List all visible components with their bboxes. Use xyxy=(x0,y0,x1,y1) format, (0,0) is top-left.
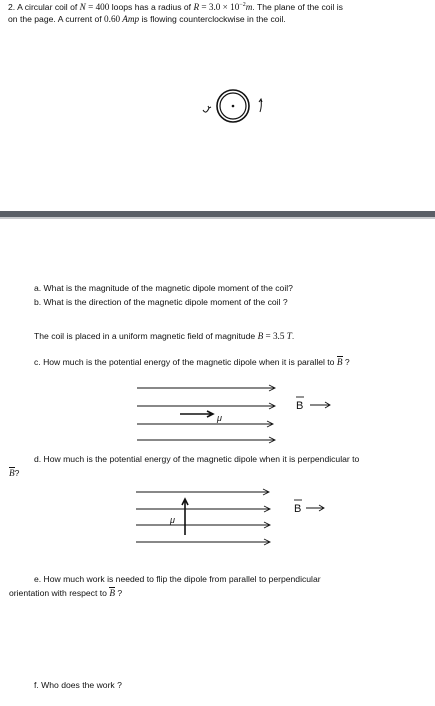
mu-label: μ xyxy=(170,515,175,525)
field-line xyxy=(136,522,270,528)
current-arrow-left-icon xyxy=(203,106,211,112)
n-value: = 400 xyxy=(85,2,110,12)
field-line xyxy=(136,506,270,512)
section-divider-shadow xyxy=(0,217,435,219)
r-exponent: −2 xyxy=(239,2,246,9)
b-arrow-icon xyxy=(306,505,324,511)
coil-center-dot xyxy=(232,105,235,108)
field-line xyxy=(136,539,270,545)
r-unit: m xyxy=(245,2,253,12)
question-d-line-2 xyxy=(9,468,19,478)
field-line xyxy=(137,421,273,427)
question-e: e. How much work is needed to flip the dipole from parallel to perpendicular xyxy=(34,574,321,584)
question-mark: ? xyxy=(117,588,123,598)
r-symbol: R xyxy=(193,2,200,12)
field-text: The coil is placed in a uniform magnetic field of magnitude xyxy=(34,331,258,341)
question-mark: ? xyxy=(344,357,350,367)
b-label: B xyxy=(294,503,302,515)
question-e-text: orientation with respect to xyxy=(9,588,110,598)
field-line xyxy=(137,437,275,443)
question-f: f. Who does the work ? xyxy=(34,680,122,690)
dipole-arrow xyxy=(182,499,188,535)
perpendicular-field-sketch xyxy=(134,487,344,549)
r-value: = 3.0 × 10 xyxy=(199,2,240,12)
question-c xyxy=(34,357,350,367)
b-vector-symbol: B xyxy=(9,468,15,478)
coil-sketch xyxy=(195,82,275,132)
parallel-field-sketch xyxy=(135,384,345,444)
b-vector-symbol: B xyxy=(336,357,343,367)
question-b: b. What is the direction of the magnetic dipole moment of the coil ? xyxy=(34,297,288,307)
question-a: a. What is the magnitude of the magnetic dipole moment of the coil? xyxy=(34,283,293,293)
problem-line-1 xyxy=(8,2,343,12)
problem-line-2 xyxy=(8,14,286,24)
amp-unit: Amp xyxy=(120,14,140,24)
n-symbol: N xyxy=(79,2,86,12)
field-line xyxy=(137,385,275,391)
b-vector-symbol: B xyxy=(109,588,115,598)
field-line xyxy=(136,489,269,495)
field-unit: T xyxy=(286,331,292,341)
problem-text: on the page. A current of xyxy=(8,14,105,24)
field-symbol: B xyxy=(257,331,264,341)
field-value: = 3.5 xyxy=(263,331,287,341)
question-mark: ? xyxy=(14,468,20,478)
b-label: B xyxy=(296,400,304,412)
problem-text: is flowing counterclockwise in the coil. xyxy=(139,14,286,24)
problem-text: loops has a radius of xyxy=(109,2,194,12)
field-line xyxy=(137,403,275,409)
problem-number: 2. xyxy=(8,2,16,12)
field-statement xyxy=(34,331,294,341)
b-arrow-icon xyxy=(310,402,330,408)
current-value: 0.60 xyxy=(104,14,121,24)
dipole-arrow xyxy=(180,411,213,417)
mu-label: μ xyxy=(217,413,222,423)
problem-text: . The plane of the coil is xyxy=(252,2,343,12)
current-arrow-right-icon xyxy=(259,99,262,112)
problem-text: A circular coil of xyxy=(17,2,80,12)
question-c-text: c. How much is the potential energy of the magnetic dipole when it is parallel to xyxy=(34,357,337,367)
question-d: d. How much is the potential energy of the magnetic dipole when it is perpendicular to xyxy=(34,454,360,464)
question-e-line-2 xyxy=(9,588,122,598)
field-text: . xyxy=(291,331,295,341)
